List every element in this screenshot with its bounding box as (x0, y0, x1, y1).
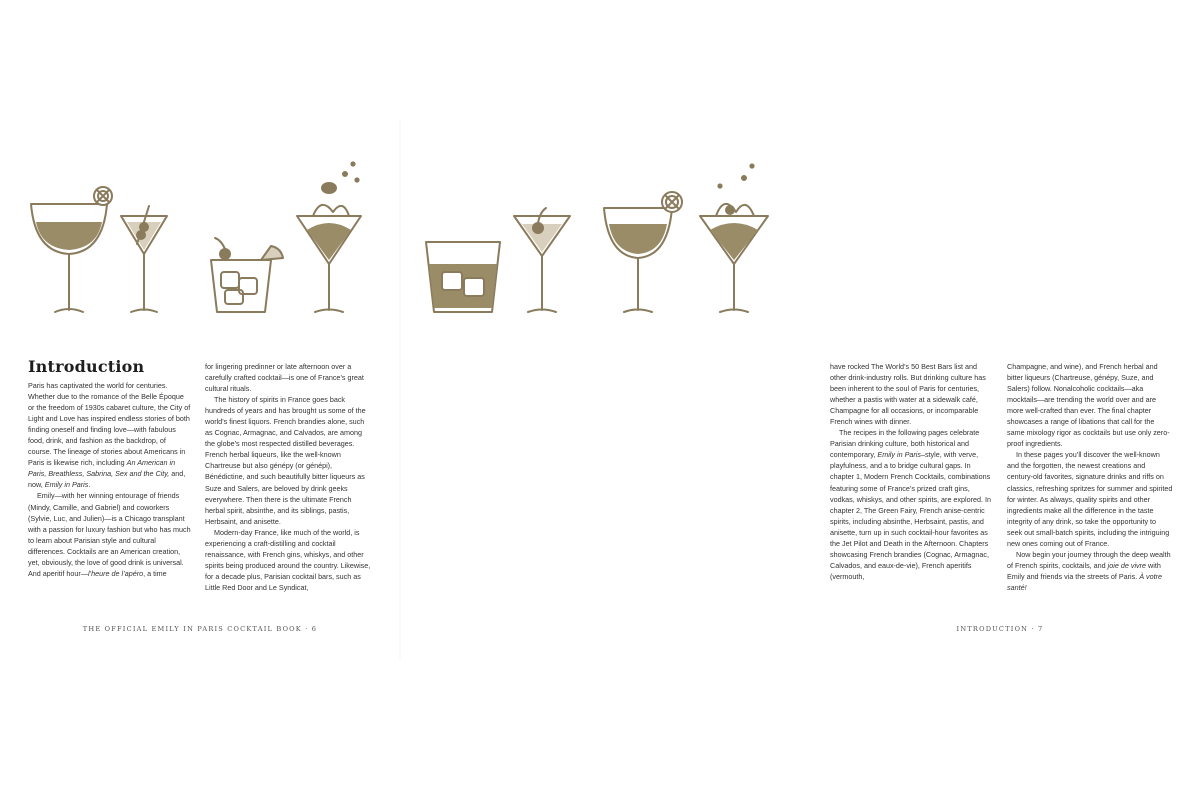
text-column-1 (28, 380, 191, 579)
cocktail-glasses-illustration-right (420, 160, 780, 330)
cocktail-glasses-illustration-left (25, 160, 385, 330)
right-cocktail-illustration (420, 160, 780, 330)
rocks-glass-icon (211, 238, 283, 312)
right-page (400, 0, 1173, 800)
page-title: Introduction (28, 357, 145, 376)
left-cocktail-illustration (25, 160, 385, 330)
paragraph: have rocked The World’s 50 Best Bars list and other drink-industry rolls. But drinking culture has been inherent to the soul of Paris for centuries, whether a pastis with water at a sidewalk café, Champagne for all occasions, or incomparable French wines with dinner. (830, 362, 986, 427)
paragraph: Now begin your journey through the deep wealth of French spirits, cocktails, and joie de vivre with Emily and friends via the streets of Paris. À votre santé! (1007, 549, 1171, 592)
coupe-glass-lime-icon (604, 192, 682, 312)
paragraph: The history of spirits in France goes back hundreds of years and has brought us some of the world’s finest liquors. French brandies alone, such as Cognac, Armagnac, and Calvados, are among the globe’s most respected distilled beverages. French herbal liqueurs, like the well-known Chartreuse but also génépy (or génépi), Bénédictine, and such beautifully bitter liqueurs as Suze and Salers, are beloved by drink geeks everywhere. Then there is the ultimate French herbal spirit, absinthe, and its siblings, pastis, Herbsaint, and anisette. (205, 395, 366, 526)
text-column-4 (1007, 361, 1173, 593)
paragraph: Paris has captivated the world for centuries. Whether due to the romance of the Belle Époque or the freedom of 1930s cabaret culture, the City of Light and Love has inspired endless stories of both finding oneself and finding love—with fabulous food, drink, and fashion as the backdrop, of course. The lineage of stories about Americans in Paris is likewise rich, including An American in Paris, Breathless, Sabrina, Sex and the City, and, now, Emily in Paris. (28, 381, 191, 490)
paragraph: Emily—with her winning entourage of friends (Mindy, Camille, and Gabriel) and coworkers (Sylvie, Luc, and Julien)—is a Chicago transplant with a passion for luxury fashion but who has much to learn about Parisian style and cultural differences. Cocktails are an American creation, yet, obviously, the love of good drink is universal. And aperitif hour—l’heure de l’apéro, a time (28, 491, 191, 578)
paragraph: The recipes in the following pages celebrate Parisian drinking culture, both historical and contemporary, Emily in Paris–style, with verve, playfulness, and a to bridge cultural gaps. In chapter 1, Modern French Cocktails, combinations featuring some of France’s prized craft gins, vodkas, whiskys, and other spirits, are explored. In chapter 2, The Green Fairy, French anise-centric spirits, including absinthe, Herbsaint, pastis, and anisette, turn up in such cocktail-hour favorites as the Jet Pilot and Death in the Afternoon. Chapters showcasing French brandies (Cognac, Armagnac, Calvados, and eaux-de-vie), French aperitifs (vermouth, (830, 428, 991, 581)
paragraph: for lingering predinner or late afternoon over a carefully crafted cocktail—is one of France’s great cultural rituals. (205, 362, 364, 394)
splash-martini-glass-icon (700, 164, 768, 312)
martini-glass-cherry-icon (514, 208, 570, 312)
text-column-3 (830, 361, 995, 582)
paragraph: Champagne, and wine), and French herbal and bitter liqueurs (Chartreuse, génépy, Suze, and Salers) follow. Nonalcoholic cocktails—aka mocktails—are trending the world over and are more well-crafted than ever. The final chapter showcases a range of libations that call for the same mixology rigor as cocktails but use only zero-proof ingredients. (1007, 362, 1170, 449)
paragraph: In these pages you’ll discover the well-known and the forgotten, the newest creations and century-old favorites, signature drinks and riffs on classics, refreshing spritzes for summer and spirited for winter. As always, quality spirits and other ingredients make all the difference in the taste integrity of any drink, so take the opportunity to seek out small-batch spirits, including the intriguing new ones coming out of France. (1007, 450, 1173, 548)
martini-glass-icon (121, 206, 167, 312)
splash-martini-glass-icon (297, 162, 361, 312)
left-page-folio: THE OFFICIAL EMILY IN PARIS COCKTAIL BOOK · 6 (82, 625, 318, 633)
rocks-glass-ice-icon (426, 242, 500, 312)
right-page-folio: INTRODUCTION · 7 (956, 625, 1044, 633)
text-column-2 (205, 361, 373, 593)
paragraph: Modern-day France, like much of the world, is experiencing a craft-distilling and cocktail renaissance, with French gins, whiskys, and other spirits being produced around the country. Likewise, for a decade plus, Parisian cocktail bars, such as Little Red Door and Le Syndicat, (205, 527, 371, 592)
left-page (0, 0, 400, 800)
coupe-glass-icon (31, 187, 112, 312)
